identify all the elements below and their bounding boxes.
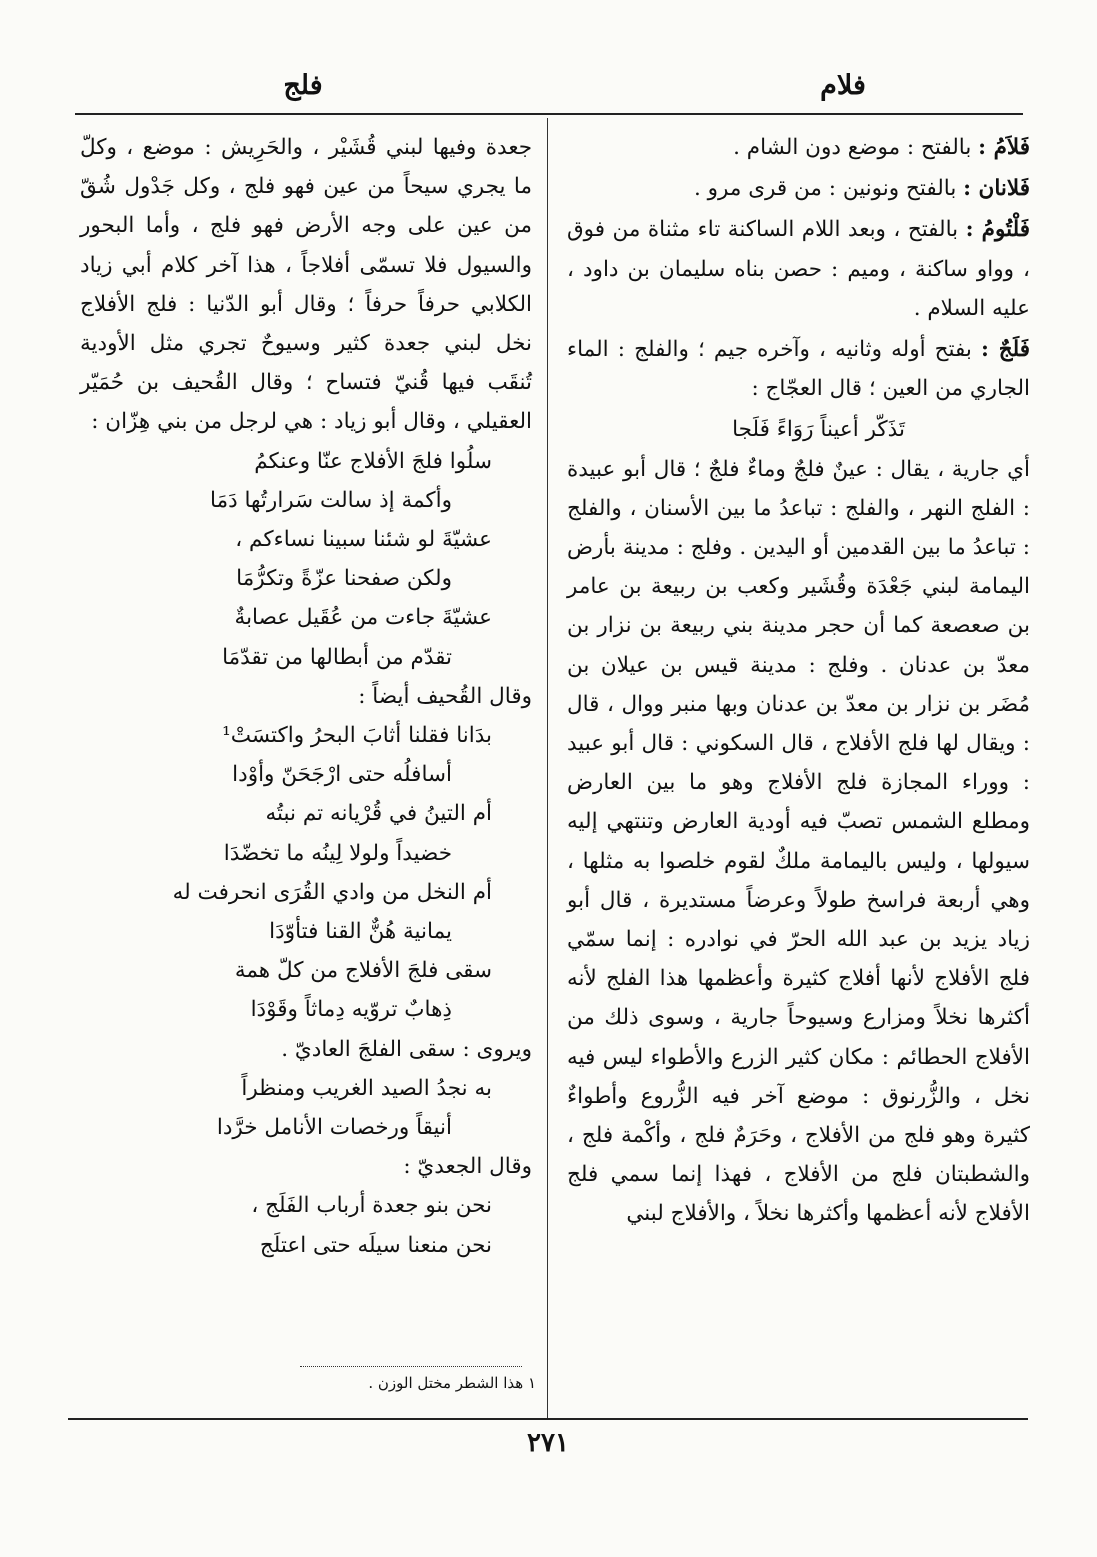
running-head-right: فلام xyxy=(820,70,866,101)
right-column xyxy=(567,128,1030,1234)
poem-line: ولكن صفحنا عزّةً وتكرُّمَا xyxy=(236,566,452,592)
entry-falam xyxy=(567,128,1030,167)
page-number: ٢٧١ xyxy=(527,1428,569,1458)
poem-line: نحن بنو جعدة أرباب الفَلَج ، xyxy=(251,1193,492,1219)
left-intro: جعدة وفيها لبني قُشَيْر ، والحَرِيش : موضع ، وكلّ ما يجري سيحاً من عين فهو فلج ، وكل جَدْول شُقّ من عين على وجه الأرض فهو فلج ، وأما البحور والسيول فلا تسمّى أفلاجاً ، هذا آخر كلام أبي زياد الكلابي حرفاً حرفاً ؛ وقال أبو الدّنيا : فلج الأفلاج نخل لبني جعدة كثير وسيوحٌ تجري مثل الأودية تُنقَب فيها قُنيّ فتساح ؛ وقال القُحيف بن حُمَيّر العقيلي ، وقال أبو زياد : هي لرجل من بني هِزّان : xyxy=(80,135,532,435)
entry-falaj-body: أي جارية ، يقال : عينٌ فلجٌ وماءٌ فلجٌ ؛ قال أبو عبيدة : الفلج النهر ، والفلج : تباعدُ ما بين الأسنان ، والفلج : تباعدُ ما بين القدمين أو اليدين . وفلج : مدينة بأرض اليمامة لبني جَعْدَة وقُشَير وكعب بن ربيعة بن عامر بن صعصعة كما أن حجر مدينة بني ربيعة بن نزار بن معدّ بن عدنان . وفلج : مدينة قيس بن عيلان بن مُضَر بن نزار بن معدّ بن عدنان وبها منبر ووال ، قال : ويقال لها فلج الأفلاج ، قال السكوني : قال أبو عبيد : ووراء المجازة فلج الأفلاج وهو ما بين العارض ومطلع الشمس تصبّ فيه أودية العارض وتنتهي إليه سيولها ، وليس باليمامة ملكٌ لقوم خلصوا به مثلها ، وهي أربعة فراسخ طولاً وعرضاً مستديرة ، قال أبو زياد يزيد بن عبد الله الحرّ في نوادره : إنما سمّي فلج الأفلاج لأنها أفلاج كثيرة وأعظمها هذا الفلج لأنه أكثرها نخلاً ومزارع وسيوحاً جارية ، وسوى ذلك من الأفلاج الحطائم : مكان كثير الزرع والأطواء ليس فيه نخل ، والزُّرنوق : موضع آخر فيه الزُّروع وأطواءٌ كثيرة وهو فلج من الأفلاج ، وحَرَمٌ فلج ، وأكْمة فلج ، والشطبتان فلج من الأفلاج ، فهذا إنما سمي فلج الأفلاج لأنه أعظمها وأكثرها نخلاً ، والأفلاج لبني xyxy=(567,456,1030,1227)
verse-ajjaj: تَذَكّر أعيناً رَوَاءً فَلَجا xyxy=(732,417,905,443)
poem-line: عشيّةَ لو شئنا سبينا نساءكم ، xyxy=(235,527,492,553)
headword: فَلَجٌ : xyxy=(981,337,1030,363)
entry-falanan xyxy=(567,169,1030,208)
column-divider xyxy=(547,118,548,1418)
entry-text: بالفتح : موضع دون الشام . xyxy=(733,135,979,160)
poem-line: وأكمة إذ سالت سَرارتُها دَمَا xyxy=(210,487,452,513)
entry-text: بالفتح ونونين : من قرى مرو . xyxy=(693,176,964,202)
poem-line: خضيداً ولولا لِينُه ما تخضّدَا xyxy=(223,840,452,866)
poem-line: نحن منعنا سيلَه حتى اعتلَج xyxy=(259,1232,492,1258)
poem-line: ذِهابٌ تروّيه دِماثاً وقَوْدَا xyxy=(250,997,452,1023)
left-intro-2: وقال القُحيف أيضاً : xyxy=(358,683,532,709)
footnote-rule xyxy=(300,1366,522,1367)
left-intro-3: ويروى : سقى الفلجَ العاديّ . xyxy=(281,1036,532,1062)
poem-line: بدَانا فقلنا أثابَ البحرُ واكتسَتْ¹ xyxy=(222,723,492,749)
poem-line: سقى فلجَ الأفلاج من كلّ همة xyxy=(234,958,492,984)
poem-line: تقدّم من أبطالها من تقدّمَا xyxy=(222,644,452,670)
header-rule xyxy=(75,113,1023,115)
poem-line: يمانية هُنٌّ القنا فتأوّدَا xyxy=(269,919,452,945)
poem-line: أم النخل من وادي القُرَى انحرفت له xyxy=(172,879,492,905)
entry-text: بفتح أوله وثانيه ، وآخره جيم ؛ والفلج : الماء الجاري من العين ؛ قال العجّاج : xyxy=(567,337,1030,402)
poem-line: به نجدُ الصيد الغريب ومنظراً xyxy=(241,1075,492,1101)
running-head-left: فلج xyxy=(283,70,323,101)
poem-line: أسافلُه حتى ارْجَحَنّ وأوْدا xyxy=(232,762,452,788)
entry-falaj xyxy=(567,330,1030,408)
headword: فَلانان : xyxy=(963,176,1030,202)
entry-text: بالفتح ، وبعد اللام الساكنة تاء مثناة من فوق ، وواو ساكنة ، وميم : حصن بناه سليمان بن داود ، عليه السلام . xyxy=(567,217,1030,321)
left-intro-4: وقال الجعديّ : xyxy=(403,1154,532,1180)
entry-faltum xyxy=(567,210,1030,328)
poem-line: أنيقاً ورخصات الأنامل خرَّدا xyxy=(216,1115,452,1141)
poem-line: أم التينُ في قُرْيانه تم نبتُه xyxy=(265,801,492,827)
poem-line: عشيّةَ جاءت من عُقَيل عصابةٌ xyxy=(234,605,492,631)
footer-rule xyxy=(68,1418,1028,1420)
headword: فَلْتُومُ : xyxy=(965,217,1030,243)
poem-line: سلُوا فلجَ الأفلاج عنّا وعنكمُ xyxy=(254,448,492,474)
footnote: ١ هذا الشطر مختل الوزن . xyxy=(368,1374,536,1392)
headword: فَلاَمُ : xyxy=(978,135,1030,160)
left-column xyxy=(80,128,532,1265)
